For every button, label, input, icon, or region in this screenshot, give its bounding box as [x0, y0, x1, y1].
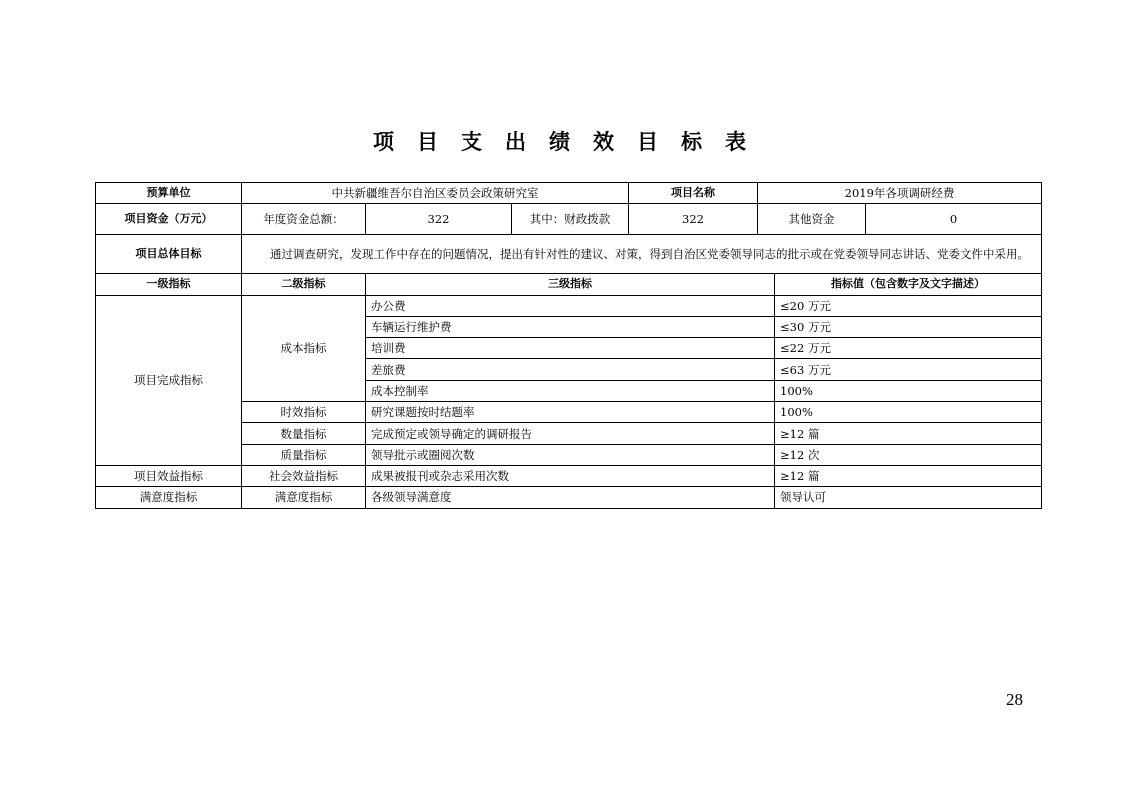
unit-label: 预算单位 [96, 183, 242, 204]
project-value: 2019年各项调研经费 [758, 183, 1042, 204]
goal-label: 项目总体目标 [96, 235, 242, 274]
item-cell: 成果被报刊或杂志采用次数 [366, 465, 775, 486]
item-cell: 各级领导满意度 [366, 487, 775, 508]
level2-cell: 满意度指标 [242, 487, 366, 508]
level2-cell: 社会效益指标 [242, 465, 366, 486]
item-cell: 车辆运行维护费 [366, 316, 775, 337]
column-header: 三级指标 [366, 274, 775, 295]
level2-cell: 时效指标 [242, 402, 366, 423]
item-cell: 培训费 [366, 338, 775, 359]
value-cell: ≥12 篇 [775, 465, 1042, 486]
other-label: 其他资金 [758, 204, 866, 235]
item-cell: 办公费 [366, 295, 775, 316]
table-row [96, 183, 1042, 204]
level2-cell: 成本指标 [242, 295, 366, 401]
level2-cell: 数量指标 [242, 423, 366, 444]
item-cell: 研究课题按时结题率 [366, 402, 775, 423]
value-cell: 100% [775, 402, 1042, 423]
page-number: 28 [1006, 690, 1023, 709]
table-row [96, 274, 1042, 295]
column-header: 一级指标 [96, 274, 242, 295]
annual-label: 年度资金总额： [242, 204, 366, 235]
fiscal-value: 322 [629, 204, 758, 235]
table-row [96, 487, 1042, 508]
table-row [96, 295, 1042, 316]
annual-value: 322 [366, 204, 512, 235]
item-cell: 成本控制率 [366, 380, 775, 401]
project-label: 项目名称 [629, 183, 758, 204]
fiscal-label: 其中：财政拨款 [512, 204, 629, 235]
value-cell: ≤20 万元 [775, 295, 1042, 316]
value-cell: 领导认可 [775, 487, 1042, 508]
level1-cell: 项目效益指标 [96, 465, 242, 486]
other-value: 0 [866, 204, 1042, 235]
value-cell: ≥12 篇 [775, 423, 1042, 444]
value-cell: ≤30 万元 [775, 316, 1042, 337]
item-cell: 完成预定或领导确定的调研报告 [366, 423, 775, 444]
unit-value: 中共新疆维吾尔自治区委员会政策研究室 [242, 183, 629, 204]
performance-table [95, 182, 1042, 509]
table-row [96, 235, 1042, 274]
item-cell: 差旅费 [366, 359, 775, 380]
value-cell: ≥12 次 [775, 444, 1042, 465]
table-row [96, 465, 1042, 486]
page-title: 项目支出绩效目标表 [373, 130, 769, 154]
level1-cell: 项目完成指标 [96, 295, 242, 465]
level2-cell: 质量指标 [242, 444, 366, 465]
value-cell: ≤63 万元 [775, 359, 1042, 380]
value-cell: 100% [775, 380, 1042, 401]
goal-text: 通过调查研究，发现工作中存在的问题情况，提出有针对性的建议、对策，得到自治区党委领导同志的批示或在党委领导同志讲话、党委文件中采用。 [242, 235, 1042, 274]
level1-cell: 满意度指标 [96, 487, 242, 508]
column-header: 二级指标 [242, 274, 366, 295]
column-header: 指标值（包含数字及文字描述） [775, 274, 1042, 295]
table-row [96, 204, 1042, 235]
item-cell: 领导批示或圈阅次数 [366, 444, 775, 465]
value-cell: ≤22 万元 [775, 338, 1042, 359]
funds-label: 项目资金（万元） [96, 204, 242, 235]
